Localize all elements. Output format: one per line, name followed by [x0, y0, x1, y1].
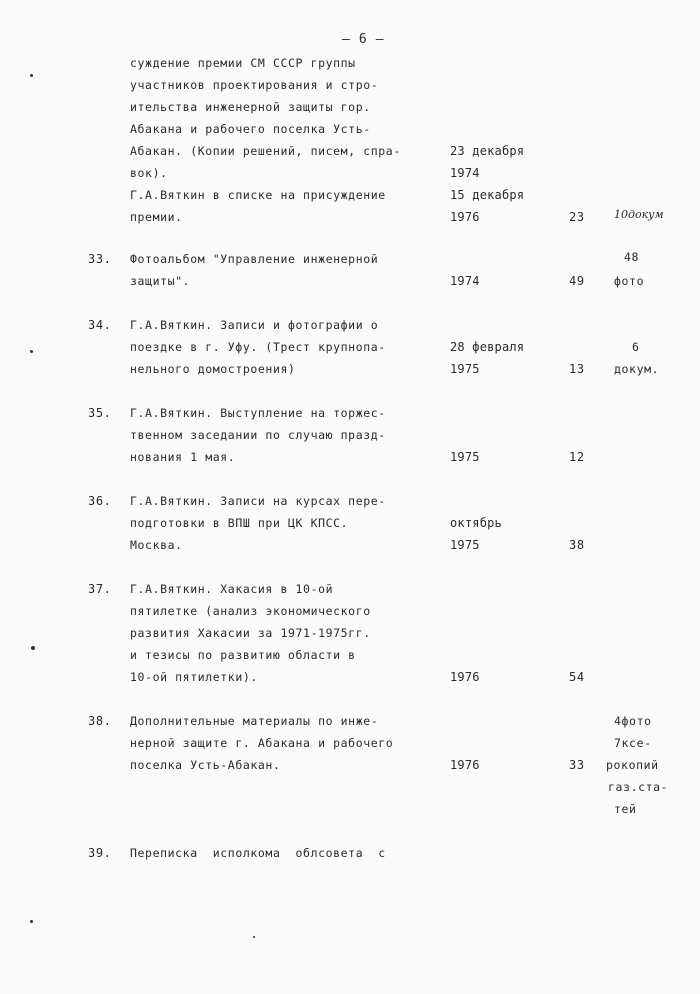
entry-38-date: 1976: [450, 758, 480, 772]
entry-38-note: 7ксе-: [614, 736, 652, 750]
entry-36-line: Г.А.Вяткин. Записи на курсах пере-: [130, 494, 386, 508]
entry-37-line: и тезисы по развитию области в: [130, 648, 356, 662]
entry-35-line: твенном заседании по случаю празд-: [130, 428, 386, 442]
entry-37-line: развития Хакасии за 1971-1975гг.: [130, 626, 371, 640]
entry-37-line: 10-ой пятилетки).: [130, 670, 258, 684]
entry-32-line: премии.: [130, 210, 183, 224]
entry-34-count: 13: [569, 362, 585, 376]
entry-38-note: 4фото: [614, 714, 652, 728]
entry-33-note: фото: [614, 274, 645, 288]
entry-38-note: рокопий: [606, 758, 659, 772]
entry-32-line: ительства инженерной защиты гор.: [130, 100, 371, 114]
entry-34-date-year: 1975: [450, 362, 480, 376]
entry-33-line: Фотоальбом "Управление инженерной: [130, 252, 379, 266]
entry-37-date: 1976: [450, 670, 480, 684]
entry-36-count: 38: [569, 538, 585, 552]
entry-33-number: 33.: [88, 252, 112, 266]
entry-33-count: 49: [569, 274, 585, 288]
entry-38-note: тей: [614, 802, 637, 816]
entry-34-note: докум.: [614, 362, 660, 376]
entry-32-line: Г.А.Вяткин в списке на присуждение: [130, 188, 386, 202]
entry-35-line: нования 1 мая.: [130, 450, 236, 464]
entry-35-count: 12: [569, 450, 585, 464]
entry-34-number: 34.: [88, 318, 112, 332]
entry-36-date: октябрь: [450, 516, 502, 530]
entry-39-number: 39.: [88, 846, 112, 860]
scan-speck: [253, 936, 255, 938]
entry-33-line: защиты".: [130, 274, 191, 288]
entry-38-line: Дополнительные материалы по инже-: [130, 714, 379, 728]
entry-32-line: суждение премии СМ СССР группы: [130, 56, 356, 70]
entry-32-date1-year: 1974: [450, 166, 480, 180]
entry-34-note: 6: [632, 340, 640, 354]
entry-37-count: 54: [569, 670, 585, 684]
entry-34-line: Г.А.Вяткин. Записи и фотографии о: [130, 318, 379, 332]
entry-32-date2: 15 декабря: [450, 188, 525, 202]
entry-33-note: 48: [624, 250, 640, 264]
entry-32-date1: 23 декабря: [450, 144, 525, 158]
entry-32-line: вок).: [130, 166, 168, 180]
entry-32-line: Абакана и рабочего поселка Усть-: [130, 122, 371, 136]
entry-36-date-year: 1975: [450, 538, 480, 552]
scan-speck: [30, 350, 33, 353]
entry-33-date: 1974: [450, 274, 480, 288]
entry-32-line: Абакан. (Копии решений, писем, спра-: [130, 144, 401, 158]
entry-38-note: газ.ста-: [608, 780, 669, 794]
entry-38-number: 38.: [88, 714, 112, 728]
entry-35-date: 1975: [450, 450, 480, 464]
entry-36-line: подготовки в ВПШ при ЦК КПСС.: [130, 516, 349, 530]
page-number: – 6 –: [342, 32, 385, 47]
entry-34-line: поездке в г. Уфу. (Трест крупнопа-: [130, 340, 386, 354]
entry-32-count: 23: [569, 210, 585, 224]
scan-speck: [31, 646, 35, 650]
entry-39-line: Переписка исполкома облсовета с: [130, 846, 386, 860]
entry-38-line: поселка Усть-Абакан.: [130, 758, 281, 772]
entry-34-date: 28 февраля: [450, 340, 525, 354]
entry-32-note: 10докум: [614, 208, 664, 221]
entry-36-line: Москва.: [130, 538, 183, 552]
entry-35-number: 35.: [88, 406, 112, 420]
entry-35-line: Г.А.Вяткин. Выступление на торжес-: [130, 406, 386, 420]
scan-speck: [30, 74, 33, 77]
entry-38-count: 33: [569, 758, 585, 772]
entry-37-line: пятилетке (анализ экономического: [130, 604, 371, 618]
entry-32-date2-year: 1976: [450, 210, 480, 224]
entry-37-line: Г.А.Вяткин. Хакасия в 10-ой: [130, 582, 334, 596]
entry-37-number: 37.: [88, 582, 112, 596]
scan-speck: [30, 920, 33, 923]
entry-34-line: нельного домостроения): [130, 362, 296, 376]
entry-38-line: нерной защите г. Абакана и рабочего: [130, 736, 394, 750]
entry-36-number: 36.: [88, 494, 112, 508]
entry-32-line: участников проектирования и стро-: [130, 78, 379, 92]
